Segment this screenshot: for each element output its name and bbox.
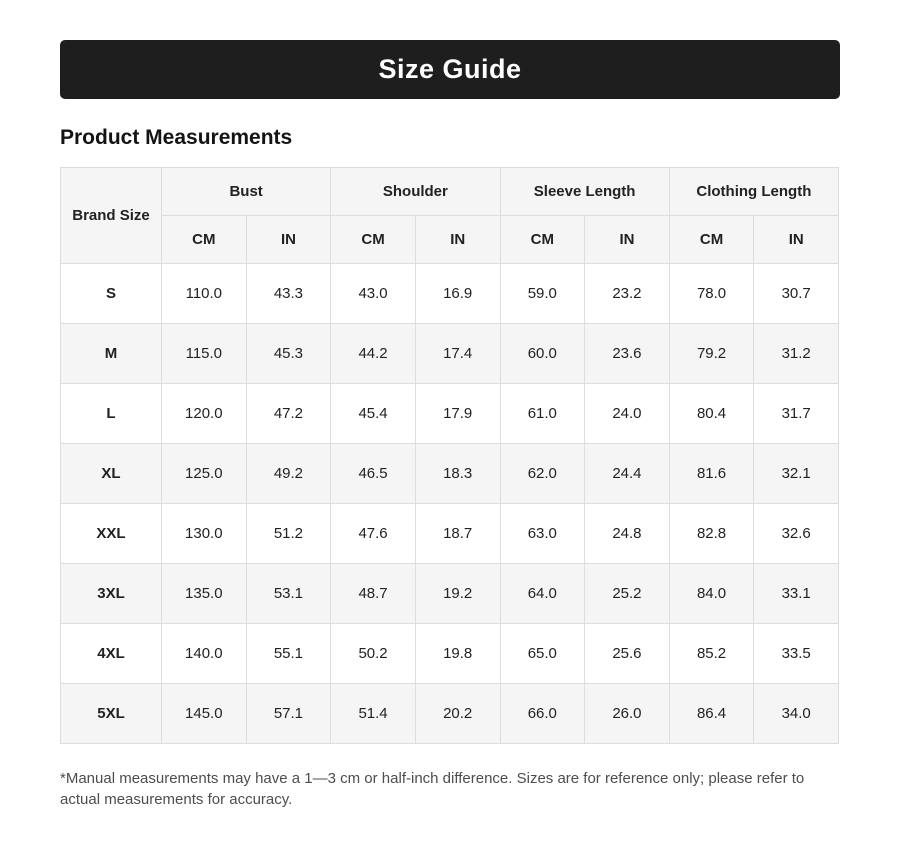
table-row [61,684,839,744]
measurement-cell: 24.8 [585,504,670,564]
measurement-cell: 18.7 [415,504,500,564]
brand-size-cell: 4XL [61,624,162,684]
measurement-cell: 31.7 [754,384,839,444]
measurement-cell: 130.0 [162,504,247,564]
measurement-cell: 43.0 [331,264,416,324]
measurement-cell: 23.6 [585,324,670,384]
measurement-cell: 66.0 [500,684,585,744]
table-row [61,504,839,564]
measurement-cell: 46.5 [331,444,416,504]
measurement-cell: 45.4 [331,384,416,444]
brand-size-cell: XXL [61,504,162,564]
measurement-cell: 84.0 [669,564,754,624]
measurement-cell: 135.0 [162,564,247,624]
table-row [61,444,839,504]
measurement-cell: 82.8 [669,504,754,564]
unit-header-shoulder-cm: CM [331,216,416,264]
measurement-cell: 125.0 [162,444,247,504]
measurement-cell: 86.4 [669,684,754,744]
brand-size-header: Brand Size [61,168,162,264]
group-header-row [61,168,839,216]
measurement-cell: 47.2 [246,384,331,444]
group-header-sleeve-length: Sleeve Length [500,168,669,216]
measurement-cell: 20.2 [415,684,500,744]
measurement-cell: 19.8 [415,624,500,684]
measurement-cell: 16.9 [415,264,500,324]
size-table-body [61,264,839,744]
measurement-cell: 23.2 [585,264,670,324]
table-row [61,564,839,624]
measurement-cell: 17.9 [415,384,500,444]
brand-size-cell: S [61,264,162,324]
measurement-cell: 62.0 [500,444,585,504]
measurement-cell: 61.0 [500,384,585,444]
measurement-cell: 53.1 [246,564,331,624]
measurement-cell: 145.0 [162,684,247,744]
size-table [60,167,839,744]
measurement-cell: 25.2 [585,564,670,624]
measurement-cell: 51.2 [246,504,331,564]
measurement-cell: 64.0 [500,564,585,624]
measurement-cell: 17.4 [415,324,500,384]
unit-header-bust-in: IN [246,216,331,264]
measurement-cell: 81.6 [669,444,754,504]
brand-size-cell: M [61,324,162,384]
unit-header-bust-cm: CM [162,216,247,264]
measurement-cell: 33.1 [754,564,839,624]
measurement-cell: 85.2 [669,624,754,684]
measurement-cell: 19.2 [415,564,500,624]
measurement-cell: 26.0 [585,684,670,744]
measurement-cell: 110.0 [162,264,247,324]
measurement-cell: 31.2 [754,324,839,384]
measurement-cell: 50.2 [331,624,416,684]
table-row [61,384,839,444]
measurement-cell: 34.0 [754,684,839,744]
unit-header-row [61,216,839,264]
measurement-cell: 47.6 [331,504,416,564]
unit-header-clothing-in: IN [754,216,839,264]
table-row [61,264,839,324]
size-guide-title: Size Guide [378,54,522,84]
measurement-cell: 65.0 [500,624,585,684]
measurement-cell: 43.3 [246,264,331,324]
unit-header-sleeve-cm: CM [500,216,585,264]
measurement-cell: 32.1 [754,444,839,504]
group-header-shoulder: Shoulder [331,168,500,216]
measurement-disclaimer: *Manual measurements may have a 1—3 cm or half-inch difference. Sizes are for reference only; please refer to actual measurements for accuracy. [60,770,805,808]
measurement-cell: 48.7 [331,564,416,624]
measurement-cell: 45.3 [246,324,331,384]
size-table-header [61,168,839,264]
measurement-cell: 25.6 [585,624,670,684]
measurement-cell: 120.0 [162,384,247,444]
group-header-clothing-length: Clothing Length [669,168,838,216]
measurement-cell: 115.0 [162,324,247,384]
group-header-bust: Bust [162,168,331,216]
table-row [61,324,839,384]
measurement-cell: 57.1 [246,684,331,744]
measurement-cell: 60.0 [500,324,585,384]
unit-header-clothing-cm: CM [669,216,754,264]
measurement-cell: 32.6 [754,504,839,564]
measurement-cell: 49.2 [246,444,331,504]
measurement-cell: 79.2 [669,324,754,384]
measurement-cell: 44.2 [331,324,416,384]
measurement-cell: 59.0 [500,264,585,324]
measurement-cell: 63.0 [500,504,585,564]
measurement-cell: 24.0 [585,384,670,444]
measurement-cell: 18.3 [415,444,500,504]
brand-size-cell: 5XL [61,684,162,744]
measurement-cell: 33.5 [754,624,839,684]
measurement-cell: 78.0 [669,264,754,324]
product-measurements-heading: Product Measurements [60,126,293,149]
measurement-cell: 51.4 [331,684,416,744]
size-guide-title-bar [60,40,840,99]
unit-header-shoulder-in: IN [415,216,500,264]
measurement-cell: 55.1 [246,624,331,684]
measurement-cell: 24.4 [585,444,670,504]
measurement-cell: 80.4 [669,384,754,444]
brand-size-cell: 3XL [61,564,162,624]
measurement-cell: 140.0 [162,624,247,684]
measurement-cell: 30.7 [754,264,839,324]
brand-size-cell: L [61,384,162,444]
brand-size-cell: XL [61,444,162,504]
table-row [61,624,839,684]
unit-header-sleeve-in: IN [585,216,670,264]
